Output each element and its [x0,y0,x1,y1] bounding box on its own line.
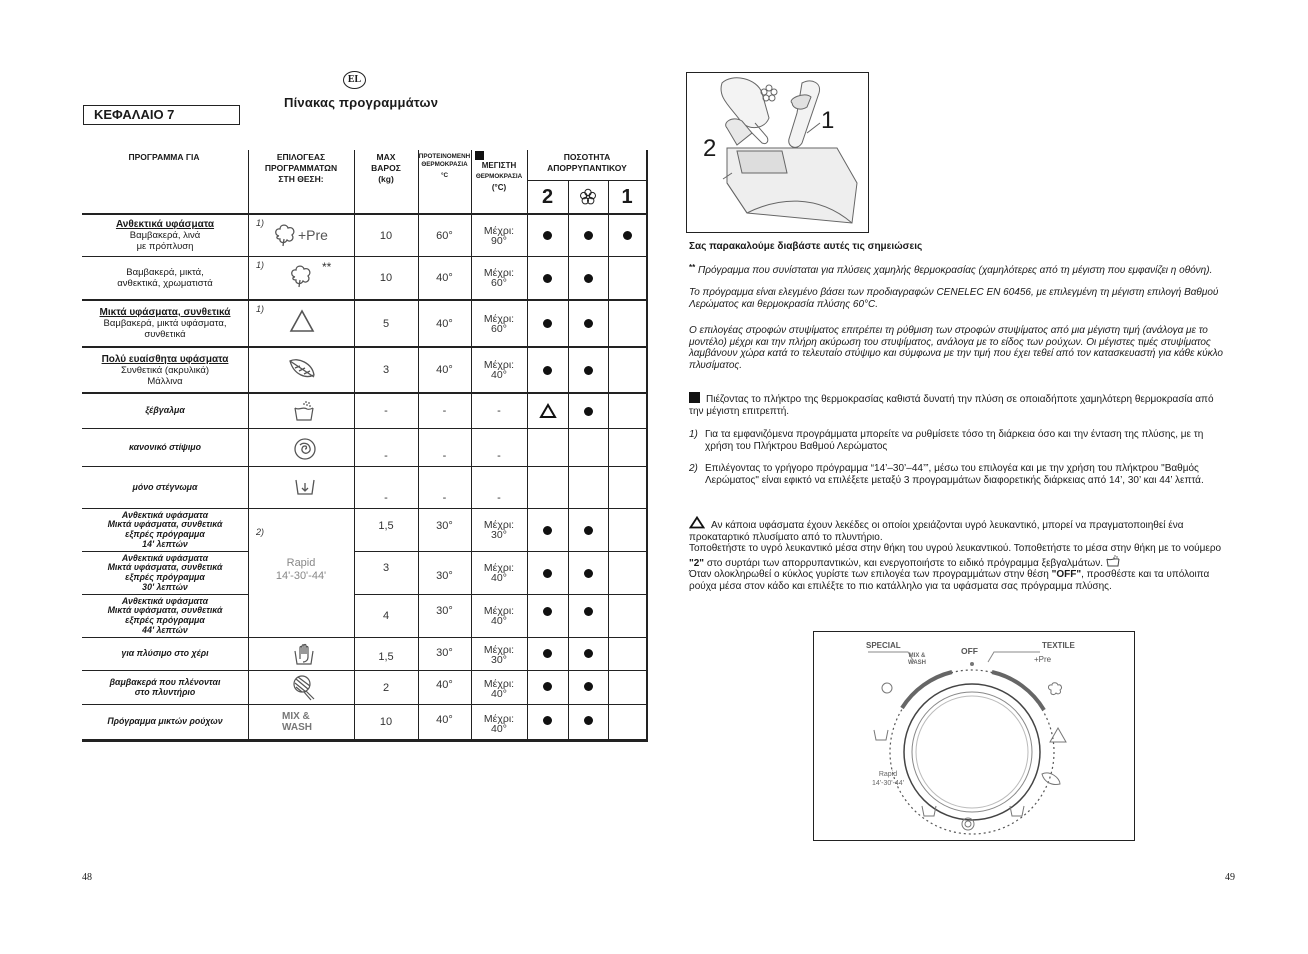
footnote-marker: 2) [256,527,265,537]
rinse-icon [292,400,316,422]
table-row: κανονικό στίψιμο [129,441,201,452]
dial-special-label: SPECIAL [866,641,901,650]
detergent-dot [584,682,593,691]
recommended-temp-value: - [442,492,447,504]
recommended-temp-value: 40° [436,679,453,691]
detergent-dot [584,649,593,658]
mix-wash-label: MIX & WASH [282,711,312,733]
max-load-value: 2 [382,681,390,694]
rinse-icon [1106,555,1120,567]
max-temp-value: Μέχρι: 40° [483,359,515,381]
detergent-dot [584,526,593,535]
header-program: ΠΡΟΓΡΑΜΜΑ ΓΙΑ [128,152,200,162]
max-load-value: 3 [382,562,390,574]
table-row: Ανθεκτικά υφάσματα Μικτά υφάσματα, συνθετικά εξπρές πρόγραμμα 30' λεπτών [107,552,223,592]
detergent-dot [584,407,593,416]
delicate-feather-icon [286,355,318,383]
table-row: Πρόγραμμα μικτών ρούχων [107,716,223,727]
compartment-1-callout: 1 [821,107,835,134]
table-row: ξέβγαλμα [145,405,185,416]
recommended-temp-value: 30° [436,605,453,617]
detergent-dot [543,716,552,725]
table-row: Ανθεκτικά υφάσματα Μικτά υφάσματα, συνθετικά εξπρές πρόγραμμα 14' λεπτών [107,509,223,549]
recommended-temp-value: 60° [436,229,453,242]
page-title: Πίνακας προγραμμάτων [284,95,439,110]
dial-textile-label: TEXTILE [1042,641,1075,650]
bleach-triangle-icon [689,516,705,529]
table-row: Ανθεκτικά υφάσματα Μικτά υφάσματα, συνθετικά εξπρές πρόγραμμα 44' λεπτών [107,595,223,635]
detergent-dot [543,319,552,328]
note-1: 1) Για τα εμφανιζόμενα προγράμματα μπορείτε να ρυθμίσετε τόσο τη διάρκεια όσο και την ένταση της πλύσης, με τη χρήση του Πλήκτρου Βαθμού Λερώματος [689,429,1204,452]
max-temp-value: Μέχρι: 40° [483,713,515,735]
detergent-dot [623,231,632,240]
program-dial [814,632,1134,840]
compartment-2-label: 2 [541,186,554,208]
max-load-value: 5 [382,317,390,330]
drain-icon [293,477,317,499]
language-badge: EL [343,71,366,89]
synthetic-triangle-icon [289,308,315,334]
recommended-temp-value: - [442,405,447,417]
recommended-temp-value: 30° [436,520,453,532]
note-bleach: Αν κάποια υφάσματα έχουν λεκέδες οι οποίοι χρειάζονται υγρό λευκαντικό, μπορεί να πραγματοποιηθεί ένα προκαταρτικό πλυσίματο από το πλυντήριο. Τοποθετήστε το υγρό λευκαντικό μέσα στην θήκη του υγρού λευκαντικού. Τοποθετήστε το μέσα στην θήκη με το νούμερο "2" στο συρτάρι των απορρυπαντικών, και ενεργοποιήστε το ειδικό πρόγραμμα ξεβγαλμάτων. Όταν ολοκληρωθεί ο κύκλος γυρίστε των επιλογέα των προγραμμάτων στην θέση "OFF", προσθέστε και τα υπόλοιπα ρούχα μέσα στον κάδο και επιλέξτε το πιο κατάλληλο για τα υφάσματα σας πρόγραμμα πλύσης. [689,516,1229,592]
detergent-dot [543,231,552,240]
max-load-value: 1,5 [378,651,394,663]
header-recommended-temp: ΠΡΟΤΕΙΝΟΜΕΝΗ ΘΕΡΜΟΚΡΑΣΙΑ °C [418,153,471,179]
table-row: Μικτά υφάσματα, συνθετικά Βαμβακερά, μικτά υφάσματα, συνθετικά [99,307,231,340]
table-row: Ανθεκτικά υφάσματα Βαμβακερά, λινά με πρόπλυση [115,219,215,252]
header-detergent: ΠΟΣΟΤΗΤΑ ΑΠΟΡΡΥΠΑΝΤΙΚΟΥ [547,152,627,173]
recommended-temp-value: 40° [436,272,453,284]
max-temp-value: - [497,405,501,417]
detergent-drawer-figure [686,72,869,233]
max-temp-value: - [497,450,501,462]
temperature-square-icon [475,151,484,160]
recommended-temp-value: - [442,450,447,462]
detergent-dot [543,274,552,283]
flower-icon [579,188,597,206]
prewash-label: +Pre [298,227,328,243]
detergent-dot [584,569,593,578]
recommended-temp-value: 40° [436,317,453,330]
recommended-temp-value: 30° [436,570,453,582]
note-spin-selector: Ο επιλογέας στροφών στυψίματος επιτρέπει τη ρύθμιση των στροφών στυψίματος από μια μέγιστη τιμή (ανάλογα με το μοντέλο) μέχρι και την πλήρη ακύρωση του στυψίματος, ανάλογα με το είδος των ρούχων. Οι μέγιστες τιμές στυψίματος λαμβάνουν χώρα κατά το τελευταίο στύψιμο και σύμφωνα με την τιμή που έχει τεθεί από τον κατασκευαστή για κάθε κύκλο πλυσίματος. [689,325,1223,371]
spin-icon [293,437,317,461]
dial-prewash-label: +Pre [1034,655,1052,664]
max-temp-value: Μέχρι: 90° [483,224,515,247]
compartment-2-callout: 2 [703,135,717,162]
table-row: για πλύσιμο στο χέρι [121,648,209,659]
compartment-1-label: 1 [621,186,633,208]
detergent-dot [543,607,552,616]
max-load-value: 4 [382,610,390,622]
detergent-dot [543,526,552,535]
footnote-marker: 1) [256,218,265,228]
detergent-dot [543,569,552,578]
detergent-dot [543,682,552,691]
page-number-left: 48 [82,872,92,883]
table-row: μόνο στέγνωμα [132,481,198,492]
note-temperature-button: Πιέζοντας το πλήκτρο της θερμοκρασίας καθιστά δυνατή την πλύση σε οποιαδήποτε χαμηλότερη θερμοκρασία από την μέγιστη επιτρεπτή. [689,394,1214,417]
note-cenelec: Το πρόγραμμα είναι ελεγμένο βάσει των προδιαγραφών CENELEC EN 60456, με επιλεγμένη τη μέγιστη επιλογή Βαθμού Λερώματος και θερμοκρασία πλύσης 60°C. [689,287,1219,310]
detergent-dot [584,319,593,328]
max-load-value: 1,5 [378,520,394,532]
header-max-load: MAX ΒΑΡΟΣ (kg) [371,152,401,184]
table-row: βαμβακερά που πλένονται στο πλυντήριο [109,676,221,697]
max-temp-value: - [497,492,501,504]
rapid-label: Rapid 14'-30'-44' [275,557,327,582]
max-temp-value: Μέχρι: 60° [483,267,515,289]
chapter-label: ΚΕΦΑΛΑΙΟ 7 [83,105,240,125]
cotton-icon [272,222,298,248]
detergent-dot [584,607,593,616]
wool-icon [290,672,318,702]
detergent-dot [543,649,552,658]
max-temp-value: Μέχρι: 30° [483,519,515,541]
max-temp-value: Μέχρι: 60° [483,312,515,335]
max-temp-value: Μέχρι: 40° [483,678,515,700]
cotton-icon [288,263,314,289]
max-temp-value: Μέχρι: 40° [483,605,515,627]
max-load-value: - [384,492,388,504]
page-number-right: 49 [1225,872,1235,883]
notes-heading: Σας παρακαλούμε διαβάστε αυτές τις σημειώσεις [689,241,923,252]
max-temp-value: Μέχρι: 30° [483,644,515,666]
table-row: Βαμβακερά, μικτά, ανθεκτικά, χρωματιστά [117,267,213,289]
recommended-temp-value: 40° [436,364,453,376]
footnote-marker: 1) [256,260,265,270]
program-table [82,150,648,742]
header-max-temp: ΜΕΓΙΣΤΗ ΘΕΡΜΟΚΡΑΣΙΑ (°C) [471,150,527,193]
detergent-dot [543,366,552,375]
max-load-value: 10 [379,272,393,284]
handwash-icon [292,641,316,667]
detergent-dot [584,231,593,240]
detergent-dot [584,366,593,375]
recommended-temp-value: 30° [436,647,453,659]
dial-off-label: OFF [961,646,978,656]
bleach-triangle-icon [539,403,557,419]
footnote-marker: 1) [256,304,265,314]
max-load-value: - [384,405,388,417]
detergent-dot [584,716,593,725]
max-load-value: - [384,450,388,462]
max-load-value: 10 [379,716,393,728]
low-temp-marker: ** [322,260,332,274]
max-load-value: 10 [379,229,393,242]
dial-mix-wash-label: MIX & WASH [908,653,926,666]
dial-rapid-label: Rapid 14'-30'-44' [872,771,905,787]
detergent-dot [584,274,593,283]
table-row: Πολύ ευαίσθητα υφάσματα Συνθετικά (ακρυλικά) Μάλλινα [101,353,229,387]
header-selector: ΕΠΙΛΟΓΕΑΣ ΠΡΟΓΡΑΜΜΑΤΩΝ ΣΤΗ ΘΕΣΗ: [264,152,338,184]
temperature-square-icon [689,392,700,403]
program-dial-figure [813,631,1135,841]
recommended-temp-value: 40° [436,714,453,726]
max-load-value: 3 [382,364,390,376]
max-temp-value: Μέχρι: 40° [483,562,515,584]
note-star: ** Πρόγραμμα που συνίσταται για πλύσεις χαμηλής θερμοκρασίας (χαμηλότερες από τη μέγιστη που εμφανίζει η οθόνη). [689,263,1213,276]
note-2: 2) Επιλέγοντας το γρήγορο πρόγραμμα “14’–30’–44’”, μέσω του επιλογέα και με την χρήση του πλήκτρου "Βαθμός Λερώματος" είναι εφικτό να επιλέξετε μεταξύ 3 προγραμμάτων διαφορετικής διάρκειας από 14’, 30’ και 44’ λεπτά. [689,463,1204,486]
